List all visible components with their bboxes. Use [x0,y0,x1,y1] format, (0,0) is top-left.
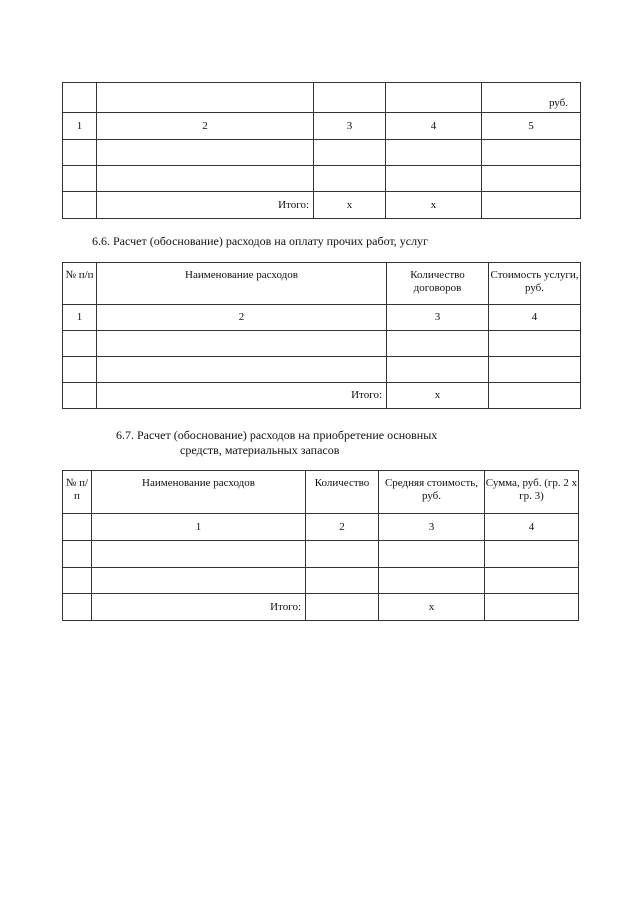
column-number: 4 [489,305,581,331]
column-number: 4 [485,514,579,541]
total-cell: х [379,594,485,621]
header-cell: Стоимость услуги, руб. [489,263,581,305]
table-top [62,82,581,219]
column-number: 1 [63,305,97,331]
unit-header: руб. [482,83,581,113]
column-number: 4 [386,113,482,140]
section-6-7-title-line2: средств, материальных запасов [180,443,340,457]
table-row [63,541,579,568]
header-cell: Наименование расходов [92,471,306,514]
table-row [63,568,579,594]
table-row [63,83,581,113]
total-cell [489,383,581,409]
header-cell: Количество [306,471,379,514]
total-label: Итого: [97,192,314,219]
header-row [63,263,581,305]
header-cell: Сумма, руб. (гр. 2 х гр. 3) [485,471,579,514]
table-section-6-7 [62,470,579,621]
total-cell [485,594,579,621]
column-number [63,514,92,541]
column-number: 3 [314,113,386,140]
column-number: 3 [387,305,489,331]
total-label: Итого: [92,594,306,621]
header-cell: Средняя стоимость, руб. [379,471,485,514]
column-number: 3 [379,514,485,541]
header-cell: Наименование расходов [97,263,387,305]
total-row [63,383,581,409]
section-6-7-title-line1: 6.7. Расчет (обоснование) расходов на приобретение основных [116,428,438,442]
column-number: 2 [306,514,379,541]
total-cell: х [314,192,386,219]
column-number: 2 [97,305,387,331]
total-row [63,594,579,621]
total-cell [306,594,379,621]
table-row [63,140,581,166]
table-row [63,166,581,192]
total-cell: х [387,383,489,409]
table-row [63,357,581,383]
table-row [63,514,579,541]
total-label: Итого: [97,383,387,409]
table-row [63,305,581,331]
table-row [63,113,581,140]
table-section-6-6 [62,262,581,409]
total-cell [482,192,581,219]
table-row [63,331,581,357]
section-6-6-title: 6.6. Расчет (обоснование) расходов на оплату прочих работ, услуг [92,234,428,248]
column-number: 1 [63,113,97,140]
header-cell: № п/п [63,471,92,514]
header-row [63,471,579,514]
total-cell: х [386,192,482,219]
column-number: 2 [97,113,314,140]
total-row [63,192,581,219]
column-number: 1 [92,514,306,541]
header-cell: Количество договоров [387,263,489,305]
header-cell: № п/п [63,263,97,305]
column-number: 5 [482,113,581,140]
